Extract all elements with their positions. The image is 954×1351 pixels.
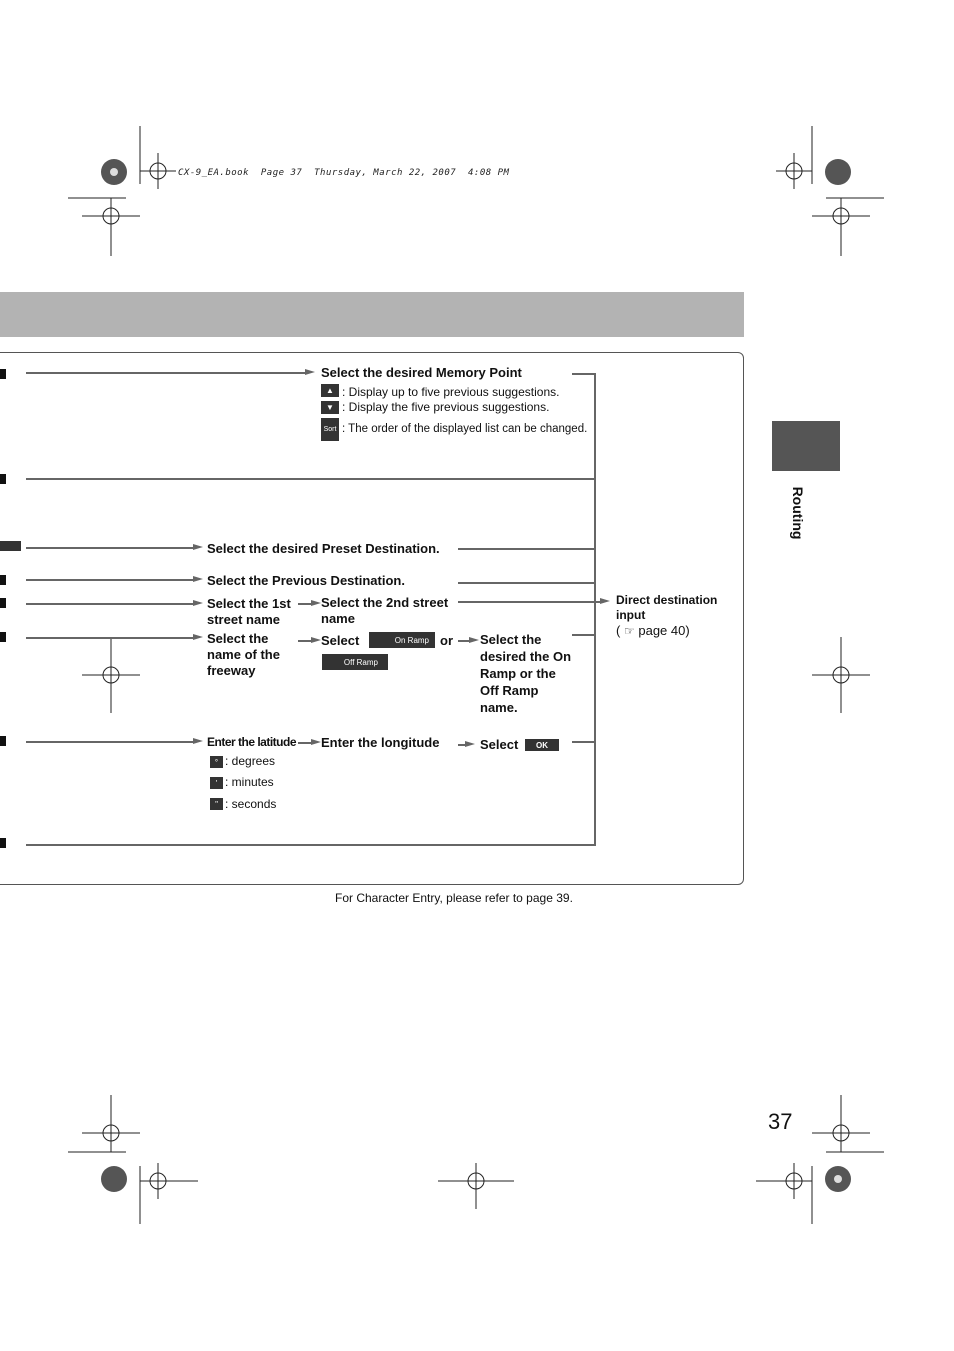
- collector-line: [594, 373, 596, 846]
- latitude: Enter the latitude: [207, 735, 297, 749]
- connector-line: [26, 478, 595, 480]
- arrow-icon: [311, 600, 321, 606]
- direct-destination-title: Direct destination input: [616, 593, 718, 622]
- arrow-icon: [465, 741, 475, 747]
- first-street: Select the 1st street name: [207, 596, 291, 627]
- minutes-desc: : minutes: [225, 775, 274, 789]
- on-ramp-button-icon: [369, 632, 435, 648]
- arrow-icon: [311, 637, 321, 643]
- row-marker: [0, 838, 6, 848]
- arrow-icon: [469, 637, 479, 643]
- row-marker: [0, 541, 21, 551]
- connector-line: [26, 844, 595, 846]
- section-header-band: [0, 292, 744, 337]
- seconds-icon: ": [210, 798, 223, 810]
- row-marker: [0, 575, 6, 585]
- arrow-icon: [311, 739, 321, 745]
- arrow-icon: [600, 598, 610, 604]
- row-marker: [0, 736, 6, 746]
- scroll-up-icon: ▲: [321, 384, 339, 397]
- coords-select: Select: [480, 737, 519, 752]
- second-street: Select the 2nd street name: [321, 595, 449, 626]
- arrow-icon: [193, 634, 203, 640]
- degrees-icon: °: [210, 756, 223, 768]
- row-marker: [0, 474, 6, 484]
- memory-point-title: Select the desired Memory Point: [321, 365, 522, 380]
- pointing-hand-icon: ☞: [623, 624, 635, 638]
- connector-line: [572, 634, 595, 636]
- direct-destination-ref: [616, 623, 690, 639]
- longitude: Enter the longitude: [321, 735, 440, 750]
- connector-line: [26, 547, 194, 549]
- connector-line: [572, 373, 595, 375]
- side-tab-label: Routing: [790, 486, 806, 540]
- ok-button-icon: OK: [525, 739, 559, 751]
- degrees-desc: : degrees: [225, 754, 276, 768]
- connector-line: [458, 548, 595, 550]
- row-marker: [0, 632, 6, 642]
- row-marker: [0, 598, 6, 608]
- crosshair-icon: [140, 153, 176, 189]
- connector-line: [458, 601, 595, 603]
- ramp-name: Select the desired the On Ramp or the Off Ramp name.: [480, 632, 572, 715]
- off-ramp-button-icon: [322, 654, 388, 670]
- page-number: 37: [768, 1109, 793, 1134]
- scroll-down-icon: ▼: [321, 401, 339, 414]
- connector-line: [572, 741, 595, 743]
- previous-destination: Select the Previous Destination.: [207, 573, 405, 588]
- print-header: CX-9_EA.book Page 37 Thursday, March 22, 2007 4:08 PM: [178, 168, 510, 178]
- connector-line: [26, 637, 194, 639]
- arrow-icon: [193, 738, 203, 744]
- off-ramp-label: Off Ramp: [343, 657, 378, 667]
- arrow-icon: [193, 576, 203, 582]
- scroll-up-desc: : Display up to five previous suggestions.: [342, 385, 560, 399]
- preset-destination: Select the desired Preset Destination.: [207, 541, 440, 556]
- paren: (: [616, 623, 621, 638]
- footer-note: For Character Entry, please refer to page 39.: [335, 891, 573, 905]
- side-tab: [772, 421, 840, 471]
- arrow-icon: [193, 600, 203, 606]
- minutes-icon: ': [210, 777, 223, 789]
- connector-line: [26, 372, 306, 374]
- connector-line: [26, 579, 194, 581]
- connector-line: [298, 742, 312, 744]
- on-ramp-label: On Ramp: [394, 635, 429, 645]
- freeway-select: Select: [321, 633, 360, 648]
- row-marker: [0, 369, 6, 379]
- arrow-icon: [305, 369, 315, 375]
- connector-line: [298, 603, 312, 605]
- connector-line: [458, 582, 595, 584]
- connector-line: [26, 741, 194, 743]
- seconds-desc: : seconds: [225, 797, 277, 811]
- connector-line: [298, 640, 312, 642]
- page-ref: page 40): [638, 623, 690, 638]
- scroll-down-desc: : Display the five previous suggestions.: [342, 400, 550, 414]
- connector-line: [26, 603, 194, 605]
- sort-icon: Sort: [321, 418, 339, 441]
- arrow-icon: [193, 544, 203, 550]
- freeway-name: Select the name of the freeway: [207, 631, 280, 678]
- sort-desc: : The order of the displayed list can be changed.: [342, 423, 588, 435]
- or-text: or: [440, 633, 453, 648]
